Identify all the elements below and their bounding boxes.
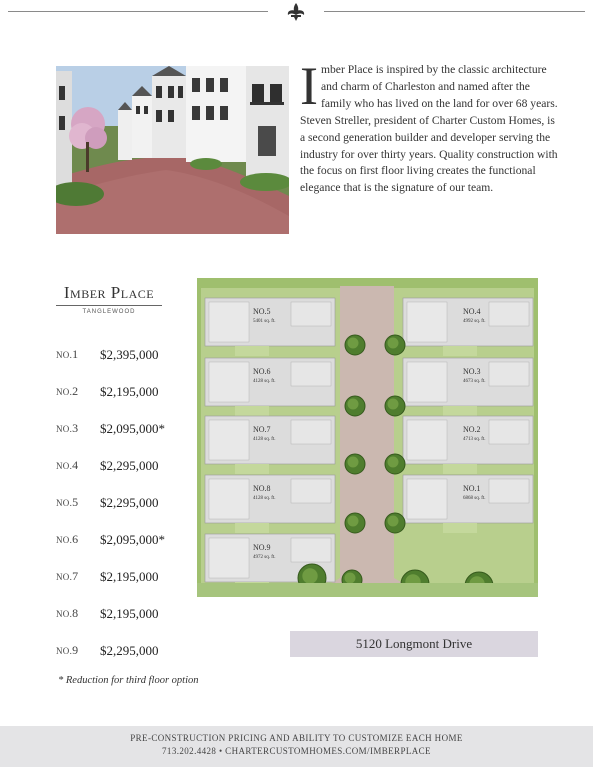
lot-sqft: 5401 sq. ft.: [253, 319, 276, 324]
lot-label: NO.6: [253, 367, 271, 376]
price-row: NO.4 $2,295,000: [56, 457, 159, 473]
lot-label: NO.1: [463, 484, 481, 493]
price-row: NO.2 $2,195,000: [56, 383, 159, 399]
lot-sqft: 4972 sq. ft.: [253, 555, 276, 560]
tree-highlight: [388, 399, 399, 410]
lot-label: NO.9: [253, 543, 271, 552]
street-photo: [56, 66, 289, 234]
lot-sqft: 4713 sq. ft.: [463, 437, 486, 442]
lot-label: NO.7: [253, 425, 271, 434]
price-row: NO.1 $2,395,000: [56, 346, 159, 362]
header-rule-right: [324, 11, 585, 12]
reduction-note: * Reduction for third floor option: [58, 675, 199, 686]
lot-label: NO.5: [253, 307, 271, 316]
footer-line-contact: 713.202.4428 • CHARTERCUSTOMHOMES.COM/IMBERPLACE: [162, 746, 431, 756]
price-value: $2,195,000: [100, 605, 159, 621]
tree-highlight: [388, 338, 399, 349]
lot-sqft: 4128 sq. ft.: [253, 437, 276, 442]
tree-highlight: [348, 457, 359, 468]
footer-bar: [0, 726, 593, 767]
tree-highlight: [348, 338, 359, 349]
intro-paragraph: [300, 56, 562, 197]
price-list: [56, 336, 196, 669]
price-row: NO.5 $2,295,000: [56, 494, 159, 510]
brand-subtitle: TANGLEWOOD: [82, 309, 136, 315]
lot-sqft: 4673 sq. ft.: [463, 379, 486, 384]
lot-label: NO.2: [463, 425, 481, 434]
tree-highlight: [345, 573, 356, 584]
price-row: NO.9 $2,295,000: [56, 642, 159, 658]
drop-cap: I: [300, 56, 318, 116]
brand-title: Imber Place: [63, 283, 155, 302]
price-value: $2,195,000: [100, 568, 159, 584]
site-plan: [197, 278, 538, 597]
intro-text: mber Place is inspired by the classic architecture and charm of Charleston and named after the family who has lived on the land for over 68 years. Steven Streller, president of Charter Custom Homes, is a second generation builder and developer serving the industry for over thirty years. Quality construction with the focus on first floor living creates the functional elegance that is the signature of our team.: [300, 63, 558, 195]
price-row: NO.7 $2,195,000: [56, 568, 159, 584]
tree-highlight: [348, 399, 359, 410]
lot-sqft: 4128 sq. ft.: [253, 496, 276, 501]
address-caption: 5120 Longmont Drive: [290, 631, 538, 657]
footer-line-pricing: PRE-CONSTRUCTION PRICING AND ABILITY TO CUSTOMIZE EACH HOME: [130, 733, 463, 743]
brand-logo: [56, 284, 162, 315]
brand-divider: [56, 305, 162, 306]
tree-highlight: [302, 568, 317, 583]
price-row: NO.6 $2,095,000*: [56, 531, 165, 547]
price-value: $2,095,000*: [100, 420, 165, 436]
lot-label: NO.4: [463, 307, 481, 316]
lot-sqft: 4992 sq. ft.: [463, 319, 486, 324]
price-value: $2,295,000: [100, 457, 159, 473]
lot-sqft: 6868 sq. ft.: [463, 496, 486, 501]
lot-label: NO.3: [463, 367, 481, 376]
price-value: $2,295,000: [100, 494, 159, 510]
tree-highlight: [388, 457, 399, 468]
price-value: $2,095,000*: [100, 531, 165, 547]
price-row: NO.8 $2,195,000: [56, 605, 159, 621]
lot-label: NO.8: [253, 484, 271, 493]
price-value: $2,195,000: [100, 383, 159, 399]
price-row: NO.3 $2,095,000*: [56, 420, 165, 436]
price-value: $2,295,000: [100, 642, 159, 658]
price-value: $2,395,000: [100, 346, 159, 362]
header-rule-left: [8, 11, 268, 12]
lot-sqft: 4128 sq. ft.: [253, 379, 276, 384]
fleur-ornament-icon: [281, 2, 311, 22]
tree-highlight: [348, 516, 359, 527]
tree-highlight: [388, 516, 399, 527]
